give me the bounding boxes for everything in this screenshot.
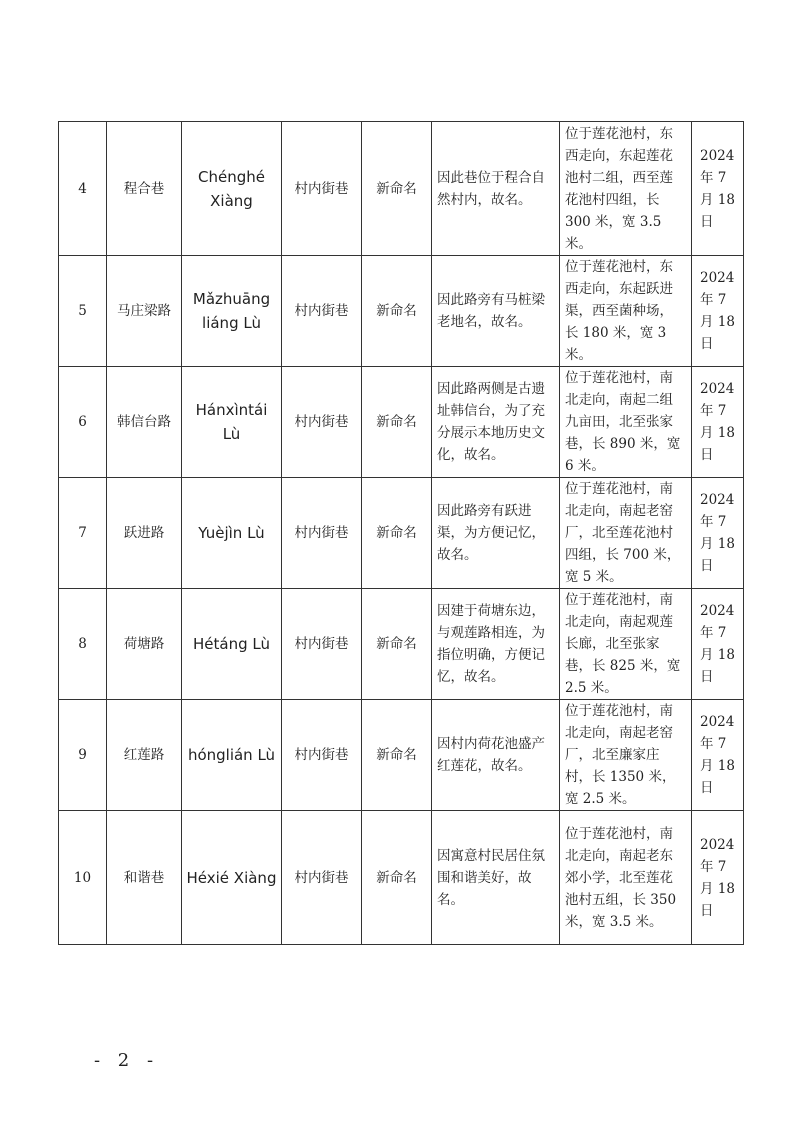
location-description: 位于莲花池村，南北走向，南起二组九亩田，北至张家巷，长 890 米，宽 6 米。	[560, 367, 692, 478]
road-type: 村内街巷	[282, 700, 362, 811]
approval-date: 2024 年 7 月 18 日	[692, 811, 744, 945]
location-description: 位于莲花池村，东西走向，东起跃进渠，西至菌种场，长 180 米，宽 3 米。	[560, 256, 692, 367]
location-description: 位于莲花池村，南北走向，南起观莲长廊，北至张家巷，长 825 米，宽 2.5 米。	[560, 589, 692, 700]
approval-date: 2024 年 7 月 18 日	[692, 122, 744, 256]
naming-category: 新命名	[362, 700, 432, 811]
road-type: 村内街巷	[282, 589, 362, 700]
road-pinyin: Chénghé Xiàng	[182, 122, 282, 256]
road-type: 村内街巷	[282, 367, 362, 478]
row-number: 10	[59, 811, 107, 945]
naming-reason: 因建于荷塘东边，与观莲路相连，为指位明确，方便记忆，故名。	[432, 589, 560, 700]
road-pinyin: Yuèjìn Lù	[182, 478, 282, 589]
naming-reason: 因此巷位于程合自然村内，故名。	[432, 122, 560, 256]
approval-date: 2024 年 7 月 18 日	[692, 478, 744, 589]
road-pinyin: Hétáng Lù	[182, 589, 282, 700]
location-description: 位于莲花池村，南北走向，南起老窑厂，北至莲花池村四组，长 700 米，宽 5 米。	[560, 478, 692, 589]
row-number: 8	[59, 589, 107, 700]
table-row	[59, 122, 744, 256]
approval-date: 2024 年 7 月 18 日	[692, 256, 744, 367]
road-type: 村内街巷	[282, 122, 362, 256]
location-description: 位于莲花池村，东西走向，东起莲花池村二组，西至莲花池村四组，长 300 米，宽 3.5 米。	[560, 122, 692, 256]
table-row	[59, 478, 744, 589]
naming-reason: 因寓意村民居住氛围和谐美好，故名。	[432, 811, 560, 945]
road-type: 村内街巷	[282, 256, 362, 367]
road-type: 村内街巷	[282, 811, 362, 945]
road-name: 荷塘路	[107, 589, 182, 700]
table-row	[59, 367, 744, 478]
table-row	[59, 811, 744, 945]
page-number: - 2 -	[94, 1050, 160, 1071]
naming-reason: 因此路旁有马桩梁老地名，故名。	[432, 256, 560, 367]
road-name: 马庄梁路	[107, 256, 182, 367]
row-number: 5	[59, 256, 107, 367]
road-name: 程合巷	[107, 122, 182, 256]
table-body	[59, 122, 744, 945]
table-row	[59, 700, 744, 811]
naming-category: 新命名	[362, 122, 432, 256]
approval-date: 2024 年 7 月 18 日	[692, 589, 744, 700]
naming-category: 新命名	[362, 478, 432, 589]
place-names-table	[58, 121, 744, 945]
table-row	[59, 589, 744, 700]
approval-date: 2024 年 7 月 18 日	[692, 700, 744, 811]
naming-category: 新命名	[362, 256, 432, 367]
road-name: 跃进路	[107, 478, 182, 589]
road-name: 韩信台路	[107, 367, 182, 478]
location-description: 位于莲花池村，南北走向，南起老窑厂，北至廉家庄村，长 1350 米，宽 2.5 米。	[560, 700, 692, 811]
location-description: 位于莲花池村，南北走向，南起老东郊小学，北至莲花池村五组，长 350 米，宽 3.5 米。	[560, 811, 692, 945]
road-name: 红莲路	[107, 700, 182, 811]
naming-reason: 因村内荷花池盛产红莲花，故名。	[432, 700, 560, 811]
naming-category: 新命名	[362, 589, 432, 700]
road-pinyin: Héxié Xiàng	[182, 811, 282, 945]
road-pinyin: hónglián Lù	[182, 700, 282, 811]
row-number: 6	[59, 367, 107, 478]
naming-category: 新命名	[362, 367, 432, 478]
road-name: 和谐巷	[107, 811, 182, 945]
row-number: 9	[59, 700, 107, 811]
road-pinyin: Hánxìntái Lù	[182, 367, 282, 478]
naming-reason: 因此路旁有跃进渠，为方便记忆，故名。	[432, 478, 560, 589]
road-type: 村内街巷	[282, 478, 362, 589]
table-row	[59, 256, 744, 367]
naming-category: 新命名	[362, 811, 432, 945]
road-pinyin: Mǎzhuāng liáng Lù	[182, 256, 282, 367]
row-number: 7	[59, 478, 107, 589]
naming-reason: 因此路两侧是古遗址韩信台，为了充分展示本地历史文化，故名。	[432, 367, 560, 478]
row-number: 4	[59, 122, 107, 256]
approval-date: 2024 年 7 月 18 日	[692, 367, 744, 478]
